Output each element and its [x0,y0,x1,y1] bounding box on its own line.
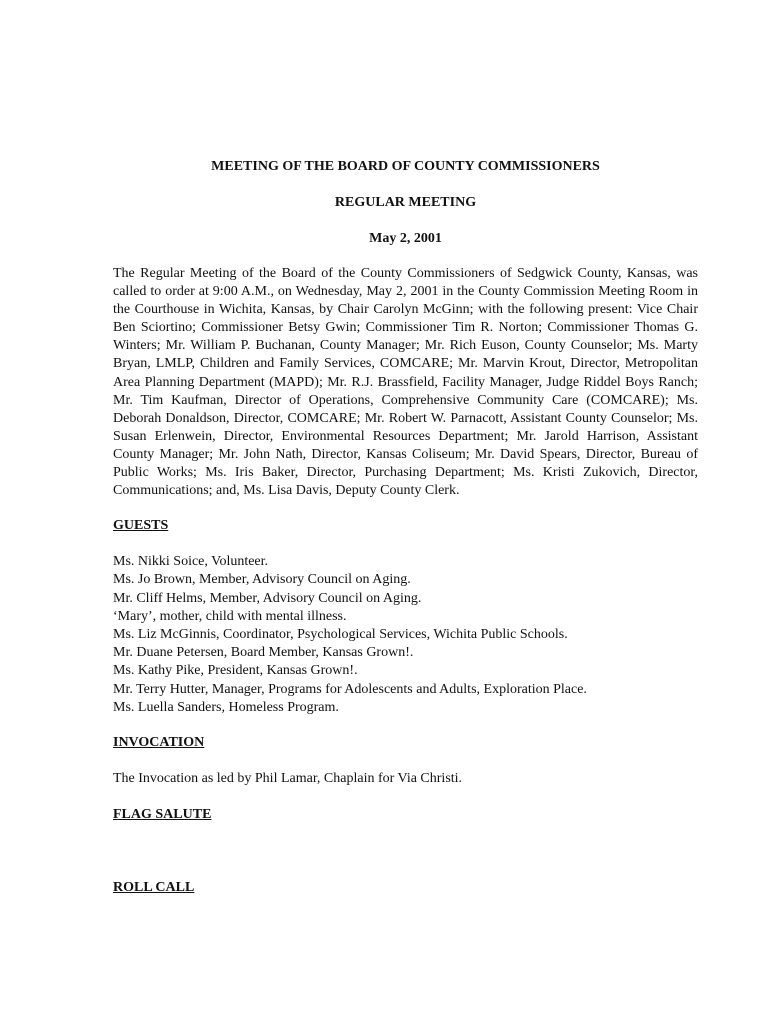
document-subtitle: REGULAR MEETING [334,195,477,210]
list-item: Ms. Nikki Soice, Volunteer. [113,554,269,570]
invocation-text: The Invocation as led by Phil Lamar, Chaplain for Via Christi. [113,771,463,787]
document-title: MEETING OF THE BOARD OF COUNTY COMMISSIONERS [211,159,600,174]
document-page [113,158,698,897]
guests-heading: GUESTS [113,518,169,534]
list-item: Ms. Kathy Pike, President, Kansas Grown!. [113,663,358,679]
list-item: Mr. Terry Hutter, Manager, Programs for Adolescents and Adults, Exploration Place. [113,681,587,697]
list-item: Ms. Liz McGinnis, Coordinator, Psychological Services, Wichita Public Schools. [113,627,568,643]
flag-salute-heading: FLAG SALUTE [113,807,212,823]
list-item: ‘Mary’, mother, child with mental illness. [113,608,347,624]
list-item: Mr. Cliff Helms, Member, Advisory Council on Aging. [113,590,422,606]
roll-call-heading: ROLL CALL [113,880,195,896]
invocation-heading: INVOCATION [113,735,205,751]
meeting-date: May 2, 2001 [369,231,442,246]
guest-list [113,553,698,717]
intro-paragraph: The Regular Meeting of the Board of the County Commissioners of Sedgwick County, Kansas, was called to order at 9:00 A.M., on Wednesday, May 2, 2001 in the County Commission Meeting Room in the Courthouse in Wichita, Kansas, by Chair Carolyn McGinn; with the following present: Vice Chair Ben Sciortino; Commissioner Betsy Gwin; Commissioner Tim R. Norton; Commissioner Thomas G. Winters; Mr. William P. Buchanan, County Manager; Mr. Rich Euson, County Counselor; Ms. Marty Bryan, LMLP, Children and Family Services, COMCARE; Mr. Marvin Krout, Director, Metropolitan Area Planning Department (MAPD); Mr. R.J. Brassfield, Facility Manager, Judge Riddel Boys Ranch; Mr. Tim Kaufman, Director of Operations, Comprehensive Community Care (COMCARE); Ms. Deborah Donaldson, Director, COMCARE; Mr. Robert W. Parnacott, Assistant County Counselor; Ms. Susan Erlenwein, Director, Environmental Resources Department; Mr. Jarold Harrison, Assistant County Manager; Mr. John Nath, Director, Kansas Coliseum; Mr. David Spears, Director, Bureau of Public Works; Ms. Iris Baker, Director, Purchasing Department; Ms. Kristi Zukovich, Director, Communications; and, Ms. Lisa Davis, Deputy County Clerk. [113,266,698,499]
list-item: Ms. Luella Sanders, Homeless Program. [113,699,339,715]
list-item: Mr. Duane Petersen, Board Member, Kansas Grown!. [113,645,414,661]
list-item: Ms. Jo Brown, Member, Advisory Council on Aging. [113,572,411,588]
